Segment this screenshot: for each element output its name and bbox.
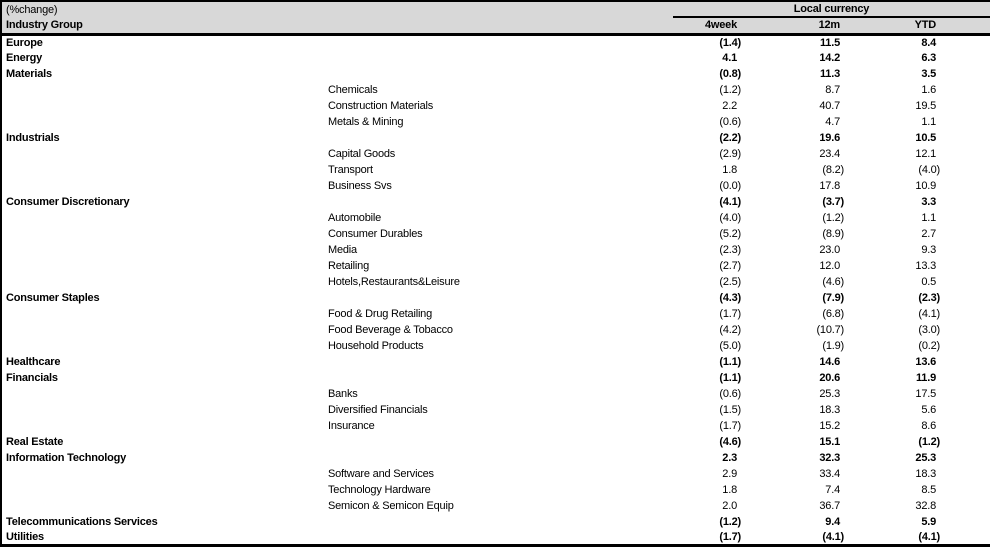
value-ytd: (3.0) <box>918 323 941 336</box>
value-ytd: 2.7 <box>921 227 937 240</box>
sub-industry-cell: Retailing <box>328 259 370 272</box>
value-4week: 2.3 <box>722 451 737 464</box>
value-ytd: (4.1) <box>918 530 941 543</box>
value-12m: 15.2 <box>819 419 840 432</box>
value-4week: (1.2) <box>719 515 741 528</box>
industry-group-cell <box>1 482 324 498</box>
table-row <box>1 210 990 226</box>
table-body <box>1 34 990 546</box>
value-12m: 17.8 <box>819 179 840 192</box>
value-12m: (10.7) <box>816 323 844 336</box>
sub-industry-cell <box>324 50 673 66</box>
value-4week: (1.2) <box>719 83 741 96</box>
value-ytd: 9.3 <box>921 243 937 256</box>
industry-group-cell <box>1 258 324 274</box>
value-4week: (4.3) <box>719 291 741 304</box>
value-12m: 14.6 <box>819 355 840 368</box>
table-row <box>1 466 990 482</box>
industry-group-cell <box>1 498 324 514</box>
table-row <box>1 34 990 50</box>
value-4week: (4.0) <box>719 211 741 224</box>
sub-industry-cell <box>324 130 673 146</box>
sub-industry-cell: Capital Goods <box>328 147 396 160</box>
sub-industry-cell: Media <box>328 243 357 256</box>
sub-industry-cell <box>324 290 673 306</box>
sub-industry-cell: Business Svs <box>328 179 392 192</box>
industry-group-cell <box>1 306 324 322</box>
sub-industry-cell <box>324 354 673 370</box>
column-header-4week: 4week <box>673 17 741 34</box>
value-ytd: 1.1 <box>921 115 937 128</box>
industry-group-cell <box>1 82 324 98</box>
value-ytd: 18.3 <box>915 467 937 480</box>
sub-industry-cell: Hotels,Restaurants&Leisure <box>328 275 460 288</box>
sub-industry-cell: Diversified Financials <box>328 403 428 416</box>
header-row-top <box>1 1 990 17</box>
industry-group-cell <box>1 338 324 354</box>
industry-group-cell <box>1 226 324 242</box>
value-ytd: 17.5 <box>915 387 937 400</box>
table-row <box>1 114 990 130</box>
industry-group-cell: Materials <box>6 67 52 80</box>
value-4week: (0.6) <box>719 387 741 400</box>
column-header-12m: 12m <box>741 17 844 34</box>
sub-industry-cell <box>324 370 673 386</box>
table-row <box>1 322 990 338</box>
value-12m: 11.5 <box>819 36 840 49</box>
value-12m: 23.4 <box>819 147 840 160</box>
value-4week: (4.2) <box>719 323 741 336</box>
percent-change-label: (%change) <box>1 1 673 17</box>
sub-industry-cell: Automobile <box>328 211 382 224</box>
value-ytd: 12.1 <box>915 147 937 160</box>
industry-group-cell <box>1 466 324 482</box>
industry-group-cell: Industrials <box>6 131 60 144</box>
industry-group-cell <box>1 98 324 114</box>
value-ytd: 6.3 <box>921 51 937 64</box>
value-ytd: 0.5 <box>921 275 937 288</box>
value-ytd: 32.8 <box>915 499 937 512</box>
value-ytd: 13.3 <box>915 259 937 272</box>
value-4week: (0.0) <box>719 179 741 192</box>
value-12m: 23.0 <box>819 243 840 256</box>
value-ytd: 11.9 <box>916 371 937 384</box>
sub-industry-cell: Insurance <box>328 419 375 432</box>
value-4week: 2.9 <box>722 467 737 480</box>
value-12m: 11.3 <box>819 67 840 80</box>
industry-group-cell: Consumer Discretionary <box>6 195 130 208</box>
value-4week: (0.6) <box>719 115 741 128</box>
industry-group-cell <box>1 114 324 130</box>
industry-group-header: Industry Group <box>1 17 673 34</box>
table-row <box>1 290 990 306</box>
value-4week: (5.2) <box>719 227 741 240</box>
value-12m: 12.0 <box>819 259 840 272</box>
value-ytd: 5.6 <box>921 403 937 416</box>
industry-group-cell <box>1 402 324 418</box>
table-row <box>1 194 990 210</box>
table-row <box>1 386 990 402</box>
sub-industry-cell: Food Beverage & Tobacco <box>328 323 453 336</box>
sub-industry-cell <box>324 194 673 210</box>
sub-industry-cell <box>324 450 673 466</box>
table-row <box>1 450 990 466</box>
industry-group-cell: Consumer Staples <box>6 291 100 304</box>
value-ytd: 25.3 <box>915 451 937 464</box>
table-row <box>1 178 990 194</box>
sub-industry-cell <box>324 530 673 546</box>
value-12m: (7.9) <box>822 291 844 304</box>
value-4week: (5.0) <box>719 339 741 352</box>
table-row <box>1 66 990 82</box>
industry-group-cell <box>1 418 324 434</box>
value-4week: (2.9) <box>719 147 741 160</box>
column-header-ytd: YTD <box>844 17 990 34</box>
value-12m: 15.1 <box>819 435 840 448</box>
industry-group-cell <box>1 146 324 162</box>
value-12m: (6.8) <box>822 307 844 320</box>
value-12m: (1.9) <box>822 339 844 352</box>
table-row <box>1 50 990 66</box>
industry-group-cell: Healthcare <box>6 355 61 368</box>
header-row-columns <box>1 17 990 34</box>
table-row <box>1 82 990 98</box>
industry-group-cell: Information Technology <box>6 451 127 464</box>
value-ytd: 10.9 <box>915 179 937 192</box>
value-ytd: 8.6 <box>921 419 937 432</box>
value-ytd: 19.5 <box>915 99 937 112</box>
table-row <box>1 130 990 146</box>
value-4week: (4.6) <box>719 435 741 448</box>
table-row <box>1 402 990 418</box>
value-4week: (2.3) <box>719 243 741 256</box>
industry-group-cell: Real Estate <box>6 435 64 448</box>
table-row <box>1 498 990 514</box>
value-12m: (1.2) <box>822 211 844 224</box>
industry-group-cell <box>1 322 324 338</box>
value-4week: 1.8 <box>722 163 737 176</box>
value-12m: 36.7 <box>819 499 840 512</box>
value-ytd: (2.3) <box>918 291 941 304</box>
table-row <box>1 482 990 498</box>
value-12m: 32.3 <box>819 451 840 464</box>
value-12m: (3.7) <box>822 195 844 208</box>
value-12m: 40.7 <box>819 99 840 112</box>
value-12m: 18.3 <box>819 403 840 416</box>
industry-group-cell <box>1 162 324 178</box>
industry-group-cell <box>1 274 324 290</box>
value-ytd: 8.4 <box>921 36 937 49</box>
table-row <box>1 146 990 162</box>
sub-industry-cell <box>324 66 673 82</box>
value-ytd: 3.3 <box>921 195 937 208</box>
table-row <box>1 434 990 450</box>
sub-industry-cell: Technology Hardware <box>328 483 431 496</box>
table-row <box>1 242 990 258</box>
industry-group-cell: Telecommunications Services <box>6 515 158 528</box>
industry-group-cell: Energy <box>6 51 43 64</box>
industry-group-cell: Utilities <box>6 530 44 543</box>
value-12m: 20.6 <box>819 371 840 384</box>
table-row <box>1 98 990 114</box>
table-row <box>1 354 990 370</box>
value-ytd: 3.5 <box>921 67 937 80</box>
value-12m: (8.2) <box>822 163 844 176</box>
value-4week: (4.1) <box>719 195 741 208</box>
value-ytd: 5.9 <box>921 515 937 528</box>
value-4week: 2.0 <box>722 499 737 512</box>
value-12m: (8.9) <box>822 227 844 240</box>
sub-industry-cell: Software and Services <box>328 467 434 480</box>
value-12m: 4.7 <box>825 115 840 128</box>
value-12m: 25.3 <box>819 387 840 400</box>
value-ytd: 10.5 <box>915 131 937 144</box>
value-12m: 8.7 <box>825 83 840 96</box>
industry-group-cell: Financials <box>6 371 58 384</box>
industry-group-cell <box>1 210 324 226</box>
sub-industry-cell <box>324 514 673 530</box>
value-ytd: (0.2) <box>918 339 941 352</box>
sub-industry-cell: Transport <box>328 163 373 176</box>
table-row <box>1 226 990 242</box>
table-row <box>1 338 990 354</box>
sub-industry-cell: Construction Materials <box>328 99 434 112</box>
value-4week: (1.5) <box>719 403 741 416</box>
value-12m: 7.4 <box>825 483 840 496</box>
sub-industry-cell: Household Products <box>328 339 424 352</box>
value-4week: (2.5) <box>719 275 741 288</box>
value-12m: 9.4 <box>825 515 840 528</box>
value-12m: (4.6) <box>822 275 844 288</box>
sub-industry-cell: Chemicals <box>328 83 378 96</box>
table-row <box>1 306 990 322</box>
industry-group-cell <box>1 242 324 258</box>
sub-industry-cell <box>324 34 673 50</box>
sub-industry-cell: Metals & Mining <box>328 115 404 128</box>
value-ytd: 13.6 <box>915 355 937 368</box>
local-currency-label: Local currency <box>673 1 990 17</box>
table-row <box>1 258 990 274</box>
value-4week: (1.1) <box>719 371 741 384</box>
table-row <box>1 162 990 178</box>
value-4week: (1.4) <box>719 36 741 49</box>
value-ytd: (4.1) <box>918 307 941 320</box>
value-4week: (1.7) <box>719 530 741 543</box>
value-4week: (1.7) <box>719 307 741 320</box>
value-12m: 14.2 <box>819 51 840 64</box>
industry-group-cell <box>1 178 324 194</box>
table-row <box>1 530 990 546</box>
sub-industry-cell: Semicon & Semicon Equip <box>328 499 454 512</box>
table-row <box>1 418 990 434</box>
sub-industry-cell: Banks <box>328 387 358 400</box>
table-row <box>1 274 990 290</box>
table-header <box>1 1 990 34</box>
value-ytd: (4.0) <box>918 163 941 176</box>
industry-group-cell <box>1 386 324 402</box>
sub-industry-cell <box>324 434 673 450</box>
value-4week: (2.7) <box>719 259 741 272</box>
value-ytd: (1.2) <box>918 435 941 448</box>
value-4week: (0.8) <box>719 67 741 80</box>
value-ytd: 8.5 <box>921 483 937 496</box>
value-4week: (2.2) <box>719 131 741 144</box>
value-4week: (1.1) <box>719 355 741 368</box>
value-4week: 2.2 <box>722 99 737 112</box>
industry-group-cell: Europe <box>6 36 43 49</box>
value-4week: 4.1 <box>722 51 737 64</box>
sub-industry-cell: Food & Drug Retailing <box>328 307 433 320</box>
value-12m: 19.6 <box>819 131 840 144</box>
value-4week: (1.7) <box>719 419 741 432</box>
value-ytd: 1.6 <box>921 83 937 96</box>
value-ytd: 1.1 <box>921 211 937 224</box>
value-12m: 33.4 <box>819 467 840 480</box>
table-row <box>1 514 990 530</box>
value-4week: 1.8 <box>722 483 737 496</box>
table-row <box>1 370 990 386</box>
value-12m: (4.1) <box>822 530 844 543</box>
sub-industry-cell: Consumer Durables <box>328 227 423 240</box>
